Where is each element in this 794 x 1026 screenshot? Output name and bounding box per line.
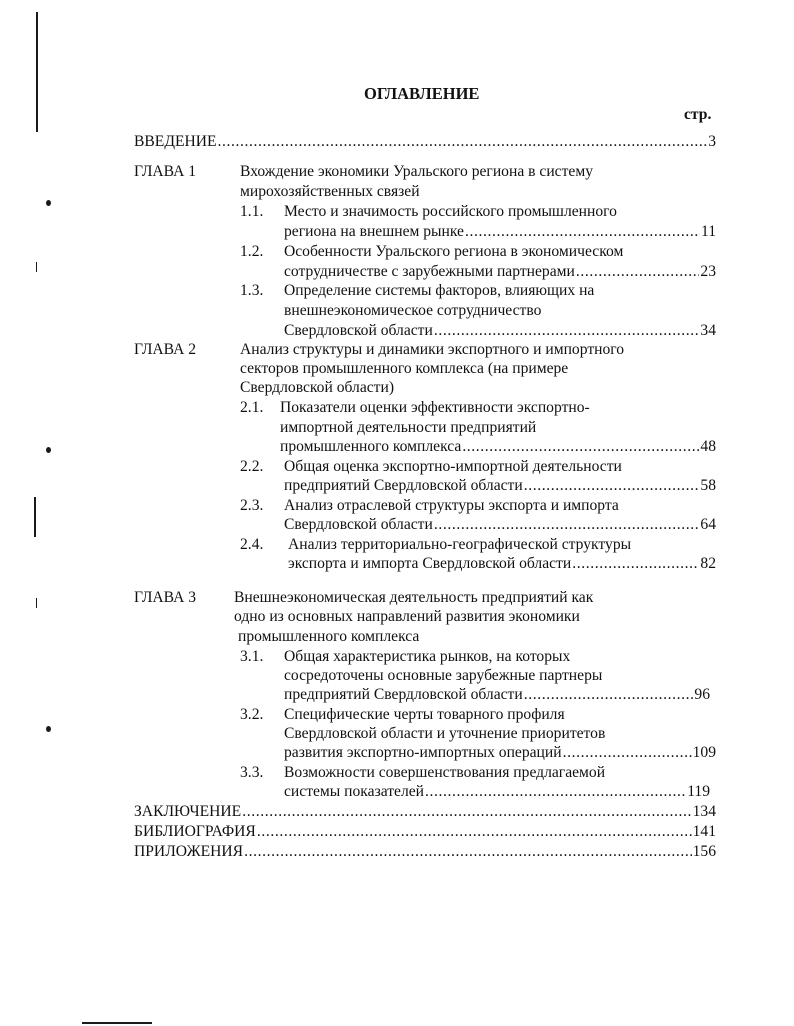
page-title: ОГЛАВЛЕНИЕ	[364, 84, 480, 103]
section-title: системы показателей	[284, 783, 425, 800]
section-page: 34	[700, 322, 716, 339]
intro-page: 3	[708, 133, 716, 150]
chapter-2-title: секторов промышленного комплекса (на примере	[240, 360, 569, 377]
section-title: Особенности Уральского региона в экономическом	[284, 243, 624, 260]
intro-label: ВВЕДЕНИЕ	[134, 133, 217, 150]
section-number: 2.2.	[240, 458, 264, 475]
scan-dot	[46, 447, 51, 453]
section-page: 119	[687, 783, 710, 800]
scan-tick	[36, 262, 37, 272]
section-title: региона на внешнем рынке	[284, 223, 464, 240]
section-number: 2.1.	[240, 399, 264, 416]
section-title: предприятий Свердловской области	[284, 686, 523, 703]
section-number: 3.1.	[240, 648, 264, 665]
section-title: Определение системы факторов, влияющих на	[284, 282, 595, 299]
section-number: 1.3.	[240, 282, 264, 299]
appendices-label: ПРИЛОЖЕНИЯ	[134, 843, 244, 860]
scan-dot	[46, 726, 51, 732]
scan-bottom-line	[82, 1022, 152, 1024]
chapter-2-title: Свердловской области)	[240, 379, 395, 396]
section-page: 58	[700, 477, 716, 494]
section-title: Свердловской области	[284, 322, 433, 339]
bibliography-page: 141	[692, 823, 716, 840]
toc-entry-3-1	[284, 685, 710, 705]
appendices-page: 156	[692, 843, 716, 860]
section-title: сосредоточены основные зарубежные партнеры	[284, 667, 603, 684]
section-page: 48	[700, 438, 716, 455]
conclusion-page: 134	[692, 803, 716, 820]
section-title: промышленного комплекса	[280, 438, 462, 455]
section-number: 1.2.	[240, 243, 264, 260]
section-number: 3.3.	[240, 764, 264, 781]
section-title: Свердловской области и уточнение приоритетов	[284, 725, 606, 742]
section-title: экспорта и импорта Свердловской области	[288, 555, 572, 572]
chapter-2-title: Анализ структуры и динамики экспортного и импортного	[240, 341, 625, 358]
section-number: 2.3.	[240, 497, 264, 514]
section-title: внешнеэкономическое сотрудничество	[284, 302, 542, 319]
toc-entry-intro	[134, 132, 716, 152]
chapter-1-label: ГЛАВА 1	[134, 163, 197, 180]
toc-entry-2-4	[288, 554, 716, 574]
section-title: Общая характеристика рынков, на которых	[284, 648, 571, 665]
section-title: развития экспортно-импортных операций	[284, 744, 562, 761]
section-title: сотрудничестве с зарубежными партнерами	[284, 263, 575, 280]
bibliography-label: БИБЛИОГРАФИЯ	[134, 823, 256, 840]
section-number: 3.2.	[240, 706, 264, 723]
chapter-3-title: Внешнеэкономическая деятельность предприятий как	[234, 589, 594, 606]
section-title: Показатели оценки эффективности экспортно-	[280, 399, 590, 416]
toc-entry-1-1	[284, 222, 716, 242]
section-title: импортной деятельности предприятий	[280, 419, 537, 436]
section-page: 64	[700, 516, 716, 533]
conclusion-label: ЗАКЛЮЧЕНИЕ	[134, 803, 242, 820]
section-number: 1.1.	[240, 203, 264, 220]
chapter-1-title: Вхождение экономики Уральского региона в систему	[240, 163, 593, 180]
section-number: 2.4.	[240, 536, 264, 553]
section-title: Анализ территориально-географической структуры	[288, 536, 632, 553]
section-page: 96	[694, 686, 710, 703]
toc-entry-1-2	[284, 262, 716, 282]
toc-entry-conclusion	[134, 802, 716, 822]
section-title: Общая оценка экспортно-импортной деятельности	[284, 458, 622, 475]
toc-entry-3-3	[284, 782, 710, 802]
chapter-2-label: ГЛАВА 2	[134, 341, 197, 358]
chapter-3-title: промышленного комплекса	[238, 628, 420, 645]
toc-entry-2-2	[284, 476, 716, 496]
scan-tick	[36, 598, 37, 608]
section-title: предприятий Свердловской области	[284, 477, 523, 494]
scan-edge-line	[36, 12, 38, 132]
toc-entry-appendices	[134, 842, 716, 862]
section-title: Специфические черты товарного профиля	[284, 706, 565, 723]
scan-dot	[46, 200, 51, 206]
chapter-3-label: ГЛАВА 3	[134, 589, 197, 606]
page-column-header: стр.	[684, 106, 712, 123]
section-title: Место и значимость российского промышленного	[284, 203, 617, 220]
section-title: Возможности совершенствования предлагаемой	[284, 764, 606, 781]
section-title: Анализ отраслевой структуры экспорта и импорта	[284, 497, 619, 514]
chapter-3-title: одно из основных направлений развития экономики	[234, 608, 580, 625]
section-page: 11	[700, 223, 716, 240]
section-page: 23	[700, 263, 716, 280]
toc-entry-1-3	[284, 321, 716, 341]
section-page: 82	[700, 555, 716, 572]
toc-entry-bibliography	[134, 822, 716, 842]
chapter-1-title: мирохозяйственных связей	[240, 183, 420, 200]
section-title: Свердловской области	[284, 516, 433, 533]
section-page: 109	[692, 744, 716, 761]
scan-tick	[34, 497, 36, 537]
toc-entry-2-3	[284, 515, 716, 535]
toc-entry-3-2	[284, 743, 716, 763]
toc-entry-2-1	[280, 437, 716, 457]
